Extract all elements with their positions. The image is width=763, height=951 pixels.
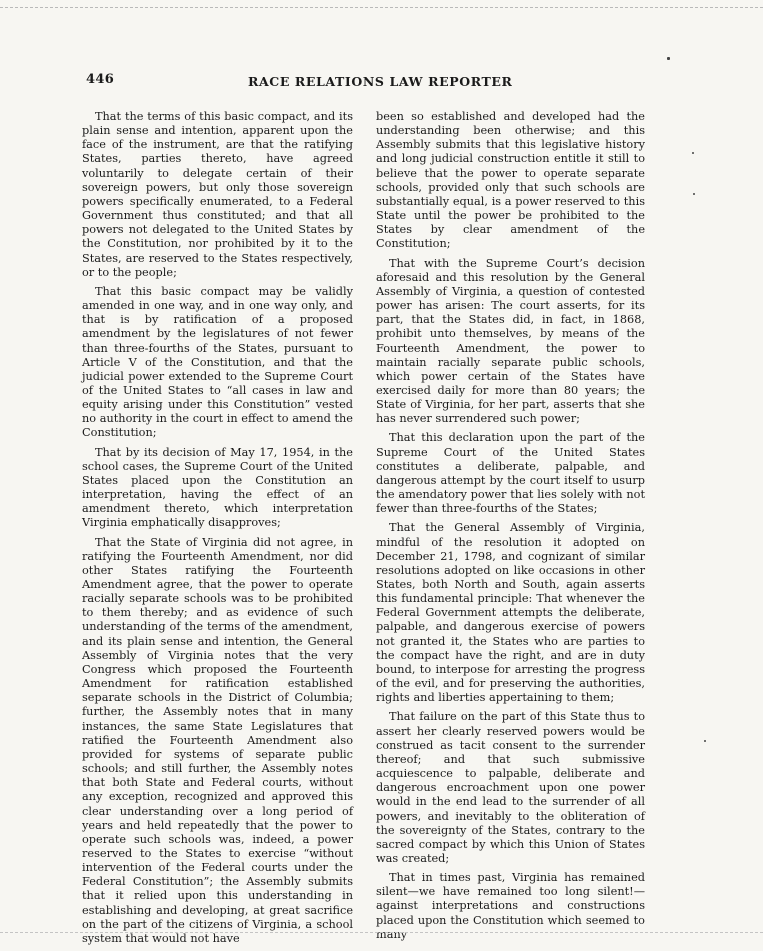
scan-speck: [704, 740, 706, 742]
scan-speck: [693, 193, 695, 195]
scan-bottom-edge: [0, 932, 763, 933]
paragraph: That the terms of this basic compact, and its plain sense and intention, apparent upon the face of the instrument, are that the ratifying States, parties thereto, have agreed voluntarily to delegate certain of their sovereign powers, but only those sovereign powers specifically enumerated, to a Federal Government thus constituted; and that all powers not delegated to the United States by the Constitution, nor prohibited by it to the States, are reserved to the States respectively, or to the people;: [82, 110, 353, 279]
paragraph-continuation: been so established and developed had the understanding been otherwise; and this Assembly submits that this legislative history and long judicial construction entitle it still to believe that the power to operate separate schools, provided only that such schools are substantially equal, is a power reserved to this State until the power be prohibited to the States by clear amendment of the Constitution;: [376, 110, 645, 251]
paragraph: That failure on the part of this State thus to assert her clearly reserved powers would be construed as tacit consent to the surrender thereof; and that such submissive acquiescence to palpable, deliberate and dangerous encroachment upon one power would in the end lead to the surrender of all powers, and inevitably to the obliteration of the sovereignty of the States, contrary to the sacred compact by which this Union of States was created;: [376, 710, 645, 865]
paragraph: That this declaration upon the part of the Supreme Court of the United States constitutes a deliberate, palpable, and dangerous attempt by the court itself to usurp the amendatory power that lies solely with not fewer than three-fourths of the States;: [376, 431, 645, 516]
left-column: [82, 110, 353, 951]
page-number: 446: [86, 72, 115, 87]
scan-top-edge: [0, 7, 763, 8]
right-column: [376, 110, 645, 947]
paragraph: That the State of Virginia did not agree, in ratifying the Fourteenth Amendment, nor did other States ratifying the Fourteenth Amendment agree, that the power to operate racially separate schools was to be prohibited to them thereby; and as evidence of such understanding of the terms of the amendment, and its plain sense and intention, the General Assembly of Virginia notes that the very Congress which proposed the Fourteenth Amendment for ratification established separate schools in the District of Columbia; further, the Assembly notes that in many instances, the same State Legislatures that ratified the Fourteenth Amendment also provided for systems of separate public schools; and still further, the Assembly notes that both State and Federal courts, without any exception, recognized and approved this clear understanding over a long period of years and held repeatedly that the power to operate such schools was, indeed, a power reserved to the States to exercise “without intervention of the Federal courts under the Federal Constitution”; the Assembly submits that it relied upon this understanding in establishing and developing, at great sacrifice on the part of the citizens of Virginia, a school system that would not have: [82, 535, 353, 945]
paragraph: That with the Supreme Court’s decision aforesaid and this resolution by the General Assembly of Virginia, a question of contested power has arisen: The court asserts, for its part, that the States did, in fact, in 1868, prohibit unto themselves, by means of the Fourteenth Amendment, the power to maintain racially separate public schools, which power certain of the States have exercised daily for more than 80 years; the State of Virginia, for her part, asserts that she has never surrendered such power;: [376, 256, 645, 426]
paragraph: That by its decision of May 17, 1954, in the school cases, the Supreme Court of the United States placed upon the Constitution an interpretation, having the effect of an amendment thereto, which interpretation Virginia emphatically disapproves;: [82, 445, 353, 530]
paragraph: That the General Assembly of Virginia, mindful of the resolution it adopted on December 21, 1798, and cognizant of similar resolutions adopted on like occasions in other States, both North and South, again asserts this fundamental principle: That whenever the Federal Government attempts the deliberate, palpable, and dangerous exercise of powers not granted it, the States who are parties to the compact have the right, and are in duty bound, to interpose for arresting the progress of the evil, and for preserving the authorities, rights and liberties appertaining to them;: [376, 521, 645, 705]
running-head: RACE RELATIONS LAW REPORTER: [248, 74, 513, 89]
scan-speck: [667, 57, 670, 60]
scan-speck: [692, 152, 694, 154]
paragraph: That in times past, Virginia has remained silent—we have remained too long silent!—against interpretations and constructions placed upon the Constitution which seemed to many: [376, 871, 645, 941]
paragraph: That this basic compact may be validly amended in one way, and in one way only, and that is by ratification of a proposed amendment by the legislatures of not fewer than three-fourths of the States, pursuant to Article V of the Constitution, and that the judicial power extended to the Supreme Court of the United States to “all cases in law and equity arising under this Constitution” vested no authority in the court in effect to amend the Constitution;: [82, 284, 353, 440]
